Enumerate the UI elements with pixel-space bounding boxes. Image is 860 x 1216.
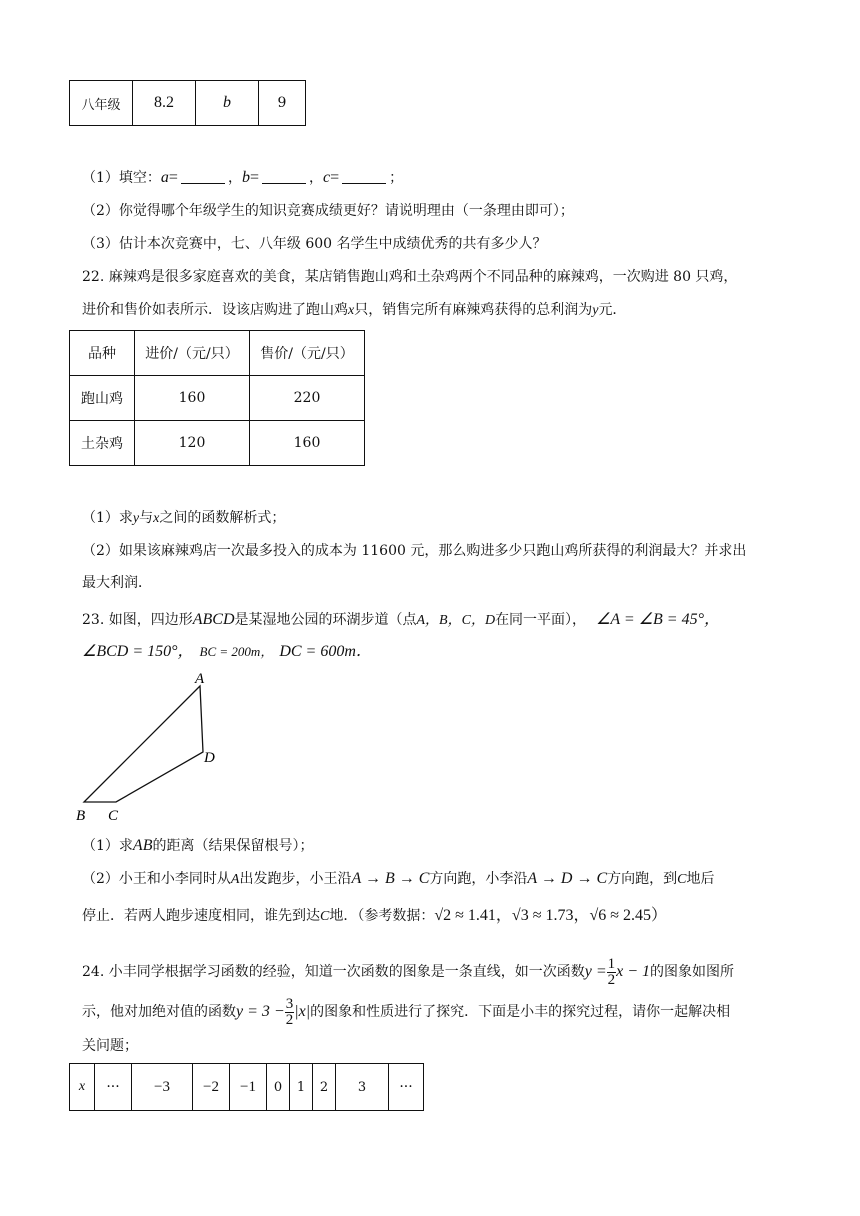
fraction-three-halves: [285, 997, 295, 1028]
q23-stem-line1: [82, 610, 720, 631]
comma: ，: [308, 170, 323, 186]
q22-part2-line1: （2）如果该麻辣鸡店一次最多投入的成本为 11600 元，那么购进多少只跑山鸡所获得的利润最大？并求出: [82, 543, 747, 559]
text: 与: [139, 510, 154, 526]
table-cell: −1: [230, 1064, 267, 1111]
text: 进价和售价如表所示．设该店购进了跑山鸡: [82, 302, 348, 318]
var-y: y: [132, 511, 140, 526]
text: 元．: [598, 302, 627, 318]
reference-values: √2 ≈ 1.41，√3 ≈ 1.73，√6 ≈ 2.45）: [434, 907, 668, 924]
fn-abs: |x|: [294, 1003, 311, 1020]
angle-bcd: ∠BCD = 150°，: [82, 643, 194, 660]
route-adc: A → D → C: [527, 870, 608, 887]
fn-lhs: y = 3 −: [236, 1003, 285, 1020]
q24-stem-line1: [82, 956, 734, 988]
q22-part2-line2: 最大利润．: [82, 575, 152, 591]
table-row: [70, 421, 365, 466]
label-c: C: [108, 808, 119, 824]
text: 停止．若两人跑步速度相同，谁先到达: [82, 908, 320, 924]
quad-outline: [84, 686, 203, 802]
numerator: 1: [607, 955, 616, 972]
table-cell: −2: [193, 1064, 230, 1111]
text: 地．（参考数据：: [329, 908, 435, 924]
text: 只，销售完所有麻辣鸡获得的总利润为: [354, 302, 593, 318]
comma: ，: [227, 170, 242, 186]
equals: =: [330, 169, 340, 186]
q21-part3: （3）估计本次竞赛中，七、八年级 600 名学生中成绩优秀的共有多少人？: [82, 236, 547, 252]
text: 之间的函数解析式；: [159, 510, 286, 526]
text: 地后: [686, 871, 715, 887]
denominator: 2: [285, 1011, 294, 1028]
segment-ab: AB: [132, 837, 153, 854]
table-cell: 八年级: [70, 81, 133, 126]
text: 在同一平面），: [495, 612, 587, 628]
table-cell: 土杂鸡: [70, 421, 135, 466]
blank-a[interactable]: [181, 169, 225, 184]
equals: =: [168, 169, 178, 186]
text: 的图象和性质进行了探究．下面是小丰的探究过程，请你一起解决相: [310, 1004, 731, 1020]
table-cell: 220: [250, 376, 365, 421]
quad-abcd: ABCD: [192, 611, 235, 628]
grade-score-table: [69, 80, 306, 126]
table-cell: 2: [313, 1064, 336, 1111]
bc-length: BC = 200m，: [199, 644, 274, 659]
chicken-price-table: [69, 330, 365, 466]
table-cell: b: [196, 81, 259, 126]
var-b: b: [241, 169, 250, 186]
table-row: [70, 1064, 424, 1111]
angle-eq: ∠A = ∠B = 45°，: [596, 611, 721, 628]
text: 方向跑，到: [607, 871, 678, 887]
text: 方向跑，小李沿: [429, 871, 528, 887]
blank-c[interactable]: [342, 169, 386, 184]
numerator: 3: [285, 995, 294, 1012]
point-a: A: [230, 872, 240, 887]
function-value-table: [69, 1063, 424, 1111]
blank-b[interactable]: [262, 169, 306, 184]
text: 示，他对加绝对值的函数: [82, 1004, 236, 1020]
table-header: 进价/（元/只）: [135, 331, 250, 376]
q23-stem-line2: [82, 642, 372, 662]
text: （2）小王和小李同时从: [82, 871, 231, 887]
q23-part1: [82, 836, 313, 856]
table-cell: −3: [132, 1064, 193, 1111]
point-c: C: [677, 872, 687, 887]
var-a: a: [160, 169, 169, 186]
q24-stem-line3: 关问题；: [82, 1038, 138, 1054]
var-x: x: [153, 511, 160, 526]
var-c: c: [322, 169, 331, 186]
text: （1）求: [82, 510, 133, 526]
part1-prefix: （1）填空：: [82, 170, 161, 186]
label-a: A: [195, 671, 205, 687]
text: 23. 如图，四边形: [82, 612, 193, 628]
points-label: A，B，C，D: [416, 613, 496, 628]
point-c: C: [320, 909, 330, 924]
q22-stem-line2: [82, 300, 626, 321]
q22-part1: [82, 508, 285, 529]
q24-stem-line2: [82, 996, 730, 1028]
table-header: 品种: [70, 331, 135, 376]
denominator: 2: [607, 971, 616, 988]
text: 的图象如图所: [650, 964, 735, 980]
table-cell: 9: [259, 81, 306, 126]
table-cell: 8.2: [133, 81, 196, 126]
table-cell: 跑山鸡: [70, 376, 135, 421]
table-header-row: [70, 331, 365, 376]
q21-part2: （2）你觉得哪个年级学生的知识竞赛成绩更好？请说明理由（一条理由即可）；: [82, 203, 574, 219]
quadrilateral-figure: [70, 668, 230, 828]
table-cell: 3: [336, 1064, 389, 1111]
table-cell: x: [70, 1064, 95, 1111]
table-header: 售价/（元/只）: [250, 331, 365, 376]
table-cell: ···: [95, 1064, 132, 1111]
route-abc: A → B → C: [351, 870, 430, 887]
label-b: B: [76, 808, 86, 824]
table-cell: 1: [290, 1064, 313, 1111]
dc-length: DC = 600m．: [279, 643, 372, 660]
table-cell: 120: [135, 421, 250, 466]
table-cell: 160: [250, 421, 365, 466]
q21-part1: [82, 168, 403, 188]
table-cell: 0: [267, 1064, 290, 1111]
text: 的距离（结果保留根号）；: [152, 838, 314, 854]
q23-part2-line2: [82, 906, 667, 927]
q23-part2-line1: [82, 869, 714, 890]
fraction-half: [607, 957, 617, 988]
fn-rhs: x − 1: [616, 963, 651, 980]
fn-lhs: y =: [584, 963, 607, 980]
table-row: [70, 81, 306, 126]
table-cell: 160: [135, 376, 250, 421]
equals: =: [249, 169, 259, 186]
var-y: y: [592, 303, 599, 318]
text: （1）求: [82, 838, 133, 854]
table-row: [70, 376, 365, 421]
text: 24. 小丰同学根据学习函数的经验，知道一次函数的图象是一条直线，如一次函数: [82, 964, 585, 980]
q22-stem-line1: 22. 麻辣鸡是很多家庭喜欢的美食，某店销售跑山鸡和土杂鸡两个不同品种的麻辣鸡，一次购进 80 只鸡，: [82, 269, 738, 285]
label-d: D: [204, 750, 215, 766]
table-cell: ···: [389, 1064, 424, 1111]
text: 出发跑步，小王沿: [239, 871, 352, 887]
text: 是某湿地公园的环湖步道（点: [234, 612, 417, 628]
var-x: x: [348, 303, 355, 318]
semicolon: ；: [389, 170, 404, 186]
